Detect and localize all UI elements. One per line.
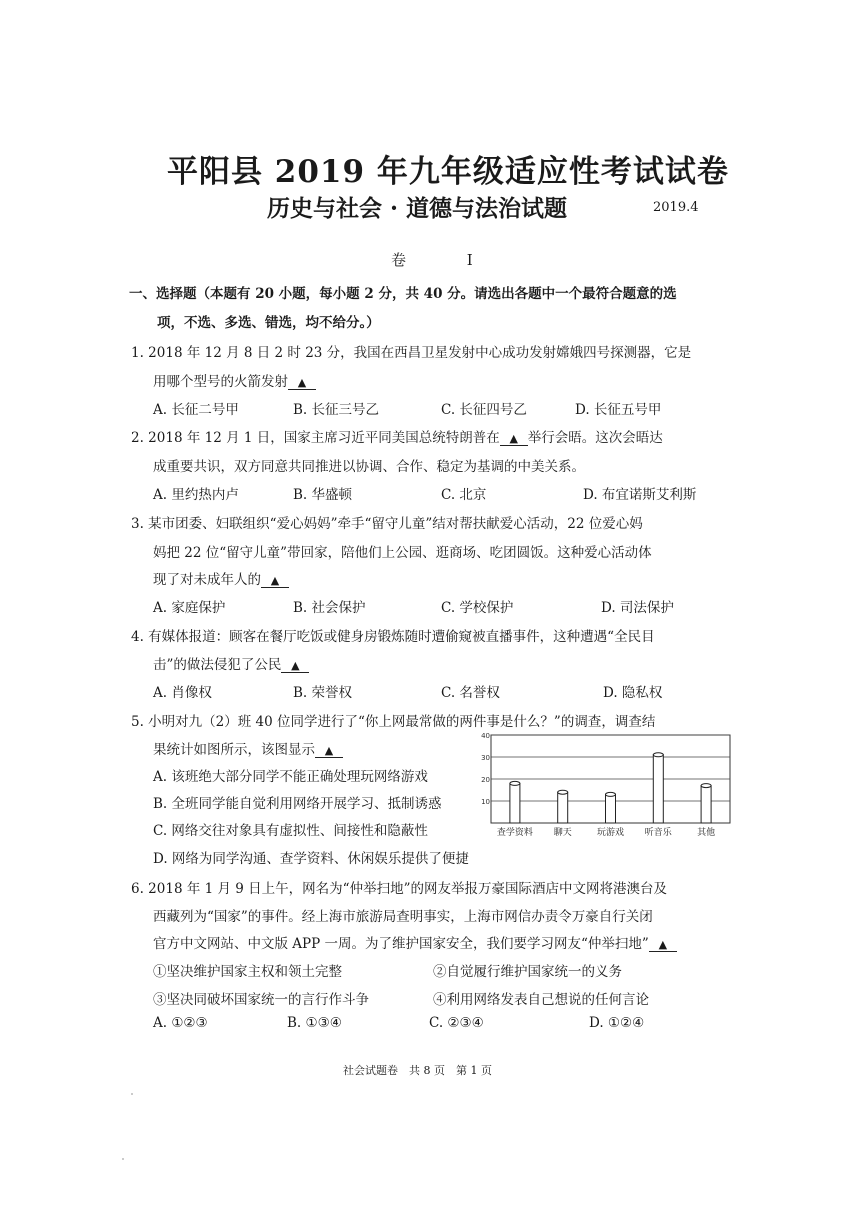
- q5-line1: 5. 小明对九（2）班 40 位同学进行了“你上网最常做的两件事是什么？”的调查，调查结: [131, 714, 656, 730]
- q2-line1: 2. 2018 年 12 月 1 日，国家主席习近平同美国总统特朗普在 ▲ 举行会晤。这次会晤达: [131, 430, 663, 446]
- q6-option-d: D. ①②④: [589, 1015, 645, 1031]
- q3-option-d: D. 司法保护: [601, 600, 674, 616]
- section-heading: 卷 Ⅰ: [391, 251, 501, 269]
- answer-blank: ▲: [500, 432, 528, 446]
- q2-option-a: A. 里约热内卢: [153, 487, 239, 503]
- y-tick-label: 20: [481, 776, 490, 784]
- exam-title: 平阳县 2019 年九年级适应性考试试卷: [167, 154, 729, 190]
- q2-option-c: C. 北京: [441, 487, 487, 503]
- y-tick-label: 10: [481, 798, 490, 806]
- bar: [606, 794, 616, 823]
- q5-option-a: A. 该班绝大部分同学不能正确处理玩网络游戏: [153, 769, 428, 785]
- x-tick-label: 查学资料: [496, 828, 533, 838]
- q1-option-a: A. 长征二号甲: [153, 402, 239, 418]
- bar-top: [510, 781, 520, 785]
- q2-line2: 成重要共识，双方同意共同推进以协调、合作、稳定为基调的中美关系。: [153, 459, 585, 475]
- q1-option-d: D. 长征五号甲: [575, 402, 662, 418]
- q5-line2: 果统计如图所示，该图显示 ▲: [153, 738, 343, 758]
- bar-top: [606, 792, 616, 796]
- q4-option-b: B. 荣誉权: [293, 685, 353, 701]
- scan-speck: [122, 1158, 124, 1160]
- scan-speck: [131, 1093, 133, 1095]
- bar: [701, 786, 711, 823]
- x-tick-label: 听音乐: [644, 828, 672, 838]
- answer-blank: ▲: [281, 659, 309, 673]
- x-tick-label: 其他: [697, 828, 716, 838]
- q1-line2: 用哪个型号的火箭发射 ▲: [153, 370, 316, 390]
- bar-top: [558, 790, 568, 794]
- q2-option-b: B. 华盛顿: [293, 487, 353, 503]
- q6-item-3: ③坚决同破坏国家统一的言行作斗争: [153, 992, 369, 1008]
- q5-option-b: B. 全班同学能自觉利用网络开展学习、抵制诱惑: [153, 796, 442, 812]
- q1-option-c: C. 长征四号乙: [441, 402, 527, 418]
- q6-line1: 6. 2018 年 1 月 9 日上午，网名为“仲举扫地”的网友举报万豪国际酒店中文网将港澳台及: [131, 881, 667, 897]
- q6-option-c: C. ②③④: [429, 1015, 484, 1031]
- q4-line2: 击”的做法侵犯了公民 ▲: [153, 653, 309, 673]
- q4-option-d: D. 隐私权: [603, 685, 663, 701]
- q6-line2: 西藏列为“国家”的事件。经上海市旅游局查明事实，上海市网信办责令万豪自行关闭: [153, 909, 653, 925]
- bar: [653, 755, 663, 823]
- answer-blank: ▲: [288, 376, 316, 390]
- exam-date: 2019.4: [653, 200, 699, 215]
- q3-option-b: B. 社会保护: [293, 600, 366, 616]
- answer-blank: ▲: [261, 574, 289, 588]
- y-tick-label: 40: [481, 732, 490, 740]
- q3-option-c: C. 学校保护: [441, 600, 514, 616]
- q5-option-c: C. 网络交往对象具有虚拟性、间接性和隐蔽性: [153, 823, 428, 839]
- exam-subtitle: 历史与社会 · 道德与法治试题: [267, 195, 568, 222]
- instructions-line1: 一、选择题（本题有 20 小题，每小题 2 分，共 40 分。请选出各题中一个最符合题意的选: [129, 286, 677, 302]
- bar: [558, 792, 568, 823]
- q3-line3: 现了对未成年人的 ▲: [153, 568, 289, 588]
- answer-blank: ▲: [315, 744, 343, 758]
- q6-line3: 官方中文网站、中文版 APP 一周。为了维护国家安全，我们要学习网友“仲举扫地” ▲: [153, 932, 677, 952]
- q3-option-a: A. 家庭保护: [153, 600, 226, 616]
- q6-item-2: ②自觉履行维护国家统一的义务: [433, 964, 622, 980]
- x-tick-label: 玩游戏: [596, 828, 625, 838]
- q5-option-d: D. 网络为同学沟通、查学资料、休闲娱乐提供了便捷: [153, 851, 469, 867]
- q1-option-b: B. 长征三号乙: [293, 402, 380, 418]
- bar-top: [701, 784, 711, 788]
- q4-line1: 4. 有媒体报道：顾客在餐厅吃饭或健身房锻炼随时遭偷窥被直播事件，这种遭遇“全民目: [131, 629, 655, 645]
- instructions-line2: 项，不选、多选、错选，均不给分。）: [157, 315, 380, 331]
- q3-line2: 妈把 22 位“留守儿童”带回家，陪他们上公园、逛商场、吃团圆饭。这种爱心活动体: [153, 545, 652, 561]
- page-footer: 社会试题卷 共 8 页 第 1 页: [343, 1064, 492, 1077]
- q6-item-1: ①坚决维护国家主权和领土完整: [153, 964, 342, 980]
- q6-option-b: B. ①③④: [287, 1015, 342, 1031]
- q3-line1: 3. 某市团委、妇联组织“爱心妈妈”牵手“留守儿童”结对帮扶献爱心活动，22 位爱心妈: [131, 516, 643, 532]
- q6-option-a: A. ①②③: [153, 1015, 208, 1031]
- y-tick-label: 30: [481, 754, 490, 762]
- q1-line1: 1. 2018 年 12 月 8 日 2 时 23 分，我国在西昌卫星发射中心成功发射嫦娥四号探测器，它是: [131, 345, 692, 361]
- x-tick-label: 聊天: [553, 828, 572, 838]
- q4-option-a: A. 肖像权: [153, 685, 212, 701]
- answer-blank: ▲: [649, 938, 677, 952]
- bar: [510, 783, 520, 823]
- survey-bar-chart: [481, 729, 734, 839]
- q4-option-c: C. 名誉权: [441, 685, 500, 701]
- bar-top: [653, 753, 663, 757]
- q6-item-4: ④利用网络发表自己想说的任何言论: [433, 992, 649, 1008]
- q2-option-d: D. 布宜诺斯艾利斯: [583, 487, 697, 503]
